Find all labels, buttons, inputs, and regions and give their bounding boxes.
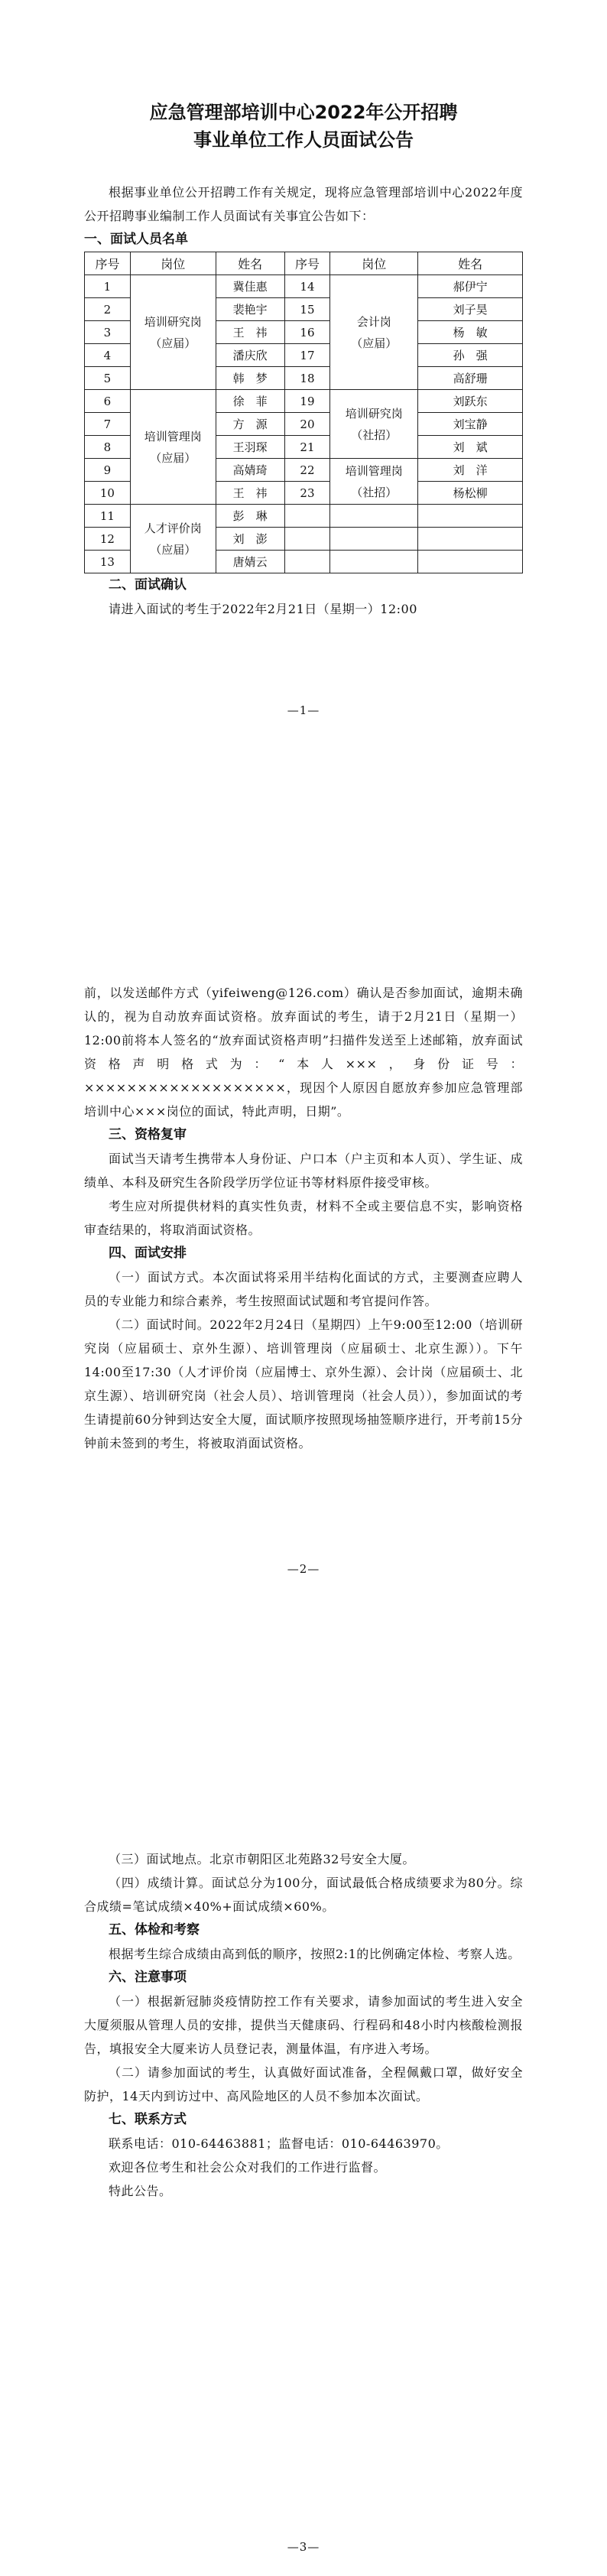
section-7-heading: 七、联系方式: [109, 2112, 187, 2127]
header-no: 序号: [85, 252, 131, 275]
position-title: 会计岗: [356, 314, 391, 329]
cell-name: 徐 菲: [216, 390, 284, 413]
cell-empty: [418, 505, 523, 528]
cell-position: [130, 275, 216, 390]
table-row: [85, 275, 523, 298]
arrange-paragraph-4: （四）成绩计算。面试总分为100分，面试最低合格成绩要求为80分。综合成绩=笔试成绩×40%+面试成绩×60%。: [84, 1876, 523, 1914]
table-header-row: [85, 252, 523, 275]
section-5-heading: 五、体检和考察: [109, 1922, 200, 1938]
cell-name: 彭 琳: [216, 505, 284, 528]
cell-no: 1: [85, 275, 131, 298]
title-line-2: 事业单位工作人员面试公告: [193, 129, 414, 151]
position-title: 培训研究岗: [345, 406, 403, 421]
cell-no: 6: [85, 390, 131, 413]
cell-empty: [330, 505, 418, 528]
cell-position: [330, 459, 418, 505]
cell-no: 21: [284, 436, 330, 459]
page-1: [0, 0, 607, 859]
position-type: （应届）: [150, 450, 196, 465]
cell-name: 刘跃东: [418, 390, 523, 413]
arrange-paragraph-2: （二）面试时间。2022年2月24日（星期四）上午9:00至12:00（培训研究岗（应届硕士、京外生源）、培训管理岗（应届硕士、北京生源））。下午14:00至17:30（人才评价岗（应届博士、京外生源）、会计岗（应届硕士、北京生源）、培训研究岗（社会人员）、培训管理岗（社会人员）），参加面试的考生请提前60分钟到达安全大厦，面试顺序按照现场抽签顺序进行，开考前15分钟前未签到的考生，将被取消面试资格。: [84, 1317, 523, 1450]
table-row: [85, 505, 523, 528]
cell-name: 韩 梦: [216, 367, 284, 390]
cell-position: [130, 505, 216, 573]
cell-name: 方 源: [216, 413, 284, 436]
cell-no: 20: [284, 413, 330, 436]
header-no: 序号: [284, 252, 330, 275]
cell-no: 18: [284, 367, 330, 390]
cell-name: 刘 洋: [418, 459, 523, 482]
cell-name: 潘庆欣: [216, 344, 284, 367]
arrange-paragraph-3: （三）面试地点。北京市朝阳区北苑路32号安全大厦。: [109, 1852, 415, 1866]
review-paragraph-2: 考生应对所提供材料的真实性负责，材料不全或主要信息不实，影响资格审查结果的，将取消面试资格。: [84, 1199, 523, 1237]
page-3: [0, 1717, 607, 2576]
confirm-paragraph-1: 请进入面试的考生于2022年2月21日（星期一）12:00: [109, 602, 417, 616]
cell-position: [330, 275, 418, 390]
intro-paragraph: 根据事业单位公开招聘工作有关规定，现将应急管理部培训中心2022年度公开招聘事业编制工作人员面试有关事宜公告如下：: [84, 185, 523, 223]
cell-name: 王 祎: [216, 321, 284, 344]
title-line-1: 应急管理部培训中心2022年公开招聘: [149, 102, 458, 123]
page-2-body: [84, 981, 523, 1455]
section-6-heading: 六、注意事项: [109, 1970, 187, 1985]
position-type: （应届）: [150, 542, 196, 557]
cell-no: 17: [284, 344, 330, 367]
table-row: [85, 390, 523, 413]
contact-welcome: 欢迎各位考生和社会公众对我们的工作进行监督。: [109, 2160, 387, 2175]
review-paragraph-1: 面试当天请考生携带本人身份证、户口本（户主页和本人页）、学生证、成绩单、本科及研究生各阶段学历学位证书等材料原件接受审核。: [84, 1152, 523, 1190]
cell-empty: [418, 528, 523, 551]
cell-name: 王羽琛: [216, 436, 284, 459]
header-position: 岗位: [130, 252, 216, 275]
cell-name: 高婧琦: [216, 459, 284, 482]
page-number: —2—: [287, 1562, 320, 1576]
header-name: 姓名: [418, 252, 523, 275]
cell-name: 刘子昊: [418, 298, 523, 321]
cell-no: 23: [284, 482, 330, 505]
cell-no: 12: [85, 528, 131, 551]
section-4-heading: 四、面试安排: [109, 1246, 187, 1261]
cell-no: 14: [284, 275, 330, 298]
cell-no: 2: [85, 298, 131, 321]
position-title: 培训管理岗: [144, 429, 202, 443]
page-number: —1—: [287, 703, 320, 717]
cell-name: 王 祎: [216, 482, 284, 505]
cell-name: 高舒珊: [418, 367, 523, 390]
cell-name: 唐婧云: [216, 551, 284, 573]
cell-empty: [284, 505, 330, 528]
arrange-paragraph-1: （一）面试方式。本次面试将采用半结构化面试的方式，主要测查应聘人员的专业能力和综合素养，考生按照面试试题和考官提问作答。: [84, 1270, 523, 1308]
notes-paragraph-1: （一）根据新冠肺炎疫情防控工作有关要求，请参加面试的考生进入安全大厦须服从管理人员的安排，提供当天健康码、行程码和48小时内核酸检测报告，填报安全大厦来访人员登记表，测量体温，有序进入考场。: [84, 1994, 523, 2056]
cell-no: 7: [85, 413, 131, 436]
contact-phone: 联系电话：010-64463881；监督电话：010-64463970。: [109, 2136, 449, 2151]
page-1-body: [84, 180, 523, 621]
cell-no: 16: [284, 321, 330, 344]
notes-paragraph-2: （二）请参加面试的考生，认真做好面试准备，全程佩戴口罩，做好安全防护，14天内到访过中、高风险地区的人员不参加本次面试。: [84, 2065, 523, 2103]
position-type: （社招）: [351, 485, 398, 499]
section-3-heading: 三、资格复审: [109, 1127, 187, 1142]
cell-name: 孙 强: [418, 344, 523, 367]
position-type: （应届）: [351, 336, 398, 350]
section-2-heading: 二、面试确认: [109, 577, 187, 593]
cell-empty: [284, 551, 330, 573]
cell-empty: [330, 528, 418, 551]
position-title: 培训管理岗: [345, 463, 403, 478]
exam-paragraph-1: 根据考生综合成绩由高到低的顺序，按照2:1的比例确定体检、考察人选。: [109, 1947, 521, 1961]
cell-name: 杨松柳: [418, 482, 523, 505]
cell-empty: [284, 528, 330, 551]
confirm-paragraph-2: 前，以发送邮件方式（yifeiweng@126.com）确认是否参加面试，逾期未确认的，视为自动放弃面试资格。放弃面试的考生，请于2月21日（星期一）12:00前将本人签名的“放弃面试资格声明”扫描件发送至上述邮箱，放弃面试资格声明格式为：“本人×××，身份证号：×××××××××××××××××××，现因个人原因自愿放弃参加应急管理部培训中心×××岗位的面试，特此声明，日期”。: [84, 986, 523, 1119]
cell-no: 22: [284, 459, 330, 482]
cell-position: [330, 390, 418, 459]
cell-empty: [418, 551, 523, 573]
closing-remark: 特此公告。: [109, 2184, 172, 2198]
cell-no: 5: [85, 367, 131, 390]
cell-name: 刘 澎: [216, 528, 284, 551]
page-number: —3—: [287, 2540, 320, 2554]
header-position: 岗位: [330, 252, 418, 275]
cell-name: 郝伊宁: [418, 275, 523, 298]
cell-no: 19: [284, 390, 330, 413]
cell-empty: [330, 551, 418, 573]
cell-no: 8: [85, 436, 131, 459]
cell-no: 15: [284, 298, 330, 321]
cell-name: 杨 敏: [418, 321, 523, 344]
cell-no: 3: [85, 321, 131, 344]
position-title: 培训研究岗: [144, 314, 202, 329]
header-name: 姓名: [216, 252, 284, 275]
cell-name: 裴艳宇: [216, 298, 284, 321]
position-type: （社招）: [351, 427, 398, 442]
position-title: 人才评价岗: [144, 521, 202, 535]
cell-name: 刘宝静: [418, 413, 523, 436]
page-2: [0, 859, 607, 1717]
cell-no: 9: [85, 459, 131, 482]
cell-no: 4: [85, 344, 131, 367]
page-3-body: [84, 1847, 523, 2203]
section-1-heading: 一、面试人员名单: [84, 232, 188, 247]
candidate-table: [84, 252, 523, 573]
cell-name: 冀佳惠: [216, 275, 284, 298]
position-type: （应届）: [150, 336, 196, 350]
cell-no: 10: [85, 482, 131, 505]
cell-no: 13: [85, 551, 131, 573]
cell-name: 刘 斌: [418, 436, 523, 459]
cell-position: [130, 390, 216, 505]
cell-no: 11: [85, 505, 131, 528]
